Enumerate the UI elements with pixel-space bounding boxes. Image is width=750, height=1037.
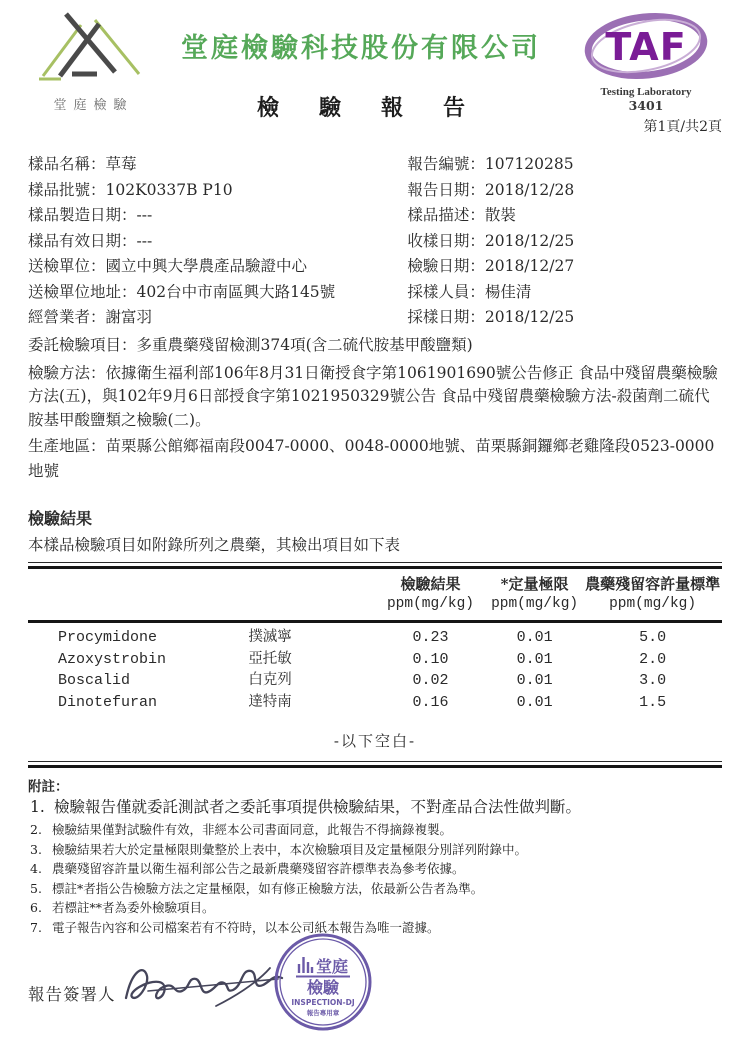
table-cell: 0.01 bbox=[516, 693, 553, 711]
note-item bbox=[28, 898, 722, 918]
table-bottom-rule bbox=[28, 761, 722, 768]
info-field: 樣品描述：散裝 bbox=[407, 206, 516, 224]
info-section bbox=[28, 152, 722, 331]
company-logo-caption: 堂庭檢驗 bbox=[53, 98, 134, 113]
company-name: 堂庭檢驗科技股份有限公司 bbox=[181, 33, 541, 64]
table-cell: 3.0 bbox=[639, 672, 667, 689]
report-title: 檢驗報告 bbox=[256, 95, 505, 121]
stamp-line3: INSPECTION-DJ bbox=[290, 998, 355, 1007]
note-item bbox=[28, 795, 722, 820]
table-top-rule bbox=[28, 562, 722, 569]
table-cell: 0.01 bbox=[516, 629, 553, 646]
title-block bbox=[152, 10, 570, 122]
table-cell: Procymidone bbox=[58, 629, 158, 646]
report-header bbox=[28, 10, 722, 136]
note-text: 標註*者指公告檢驗方法之定量極限，如有修正檢驗方法，依最新公告者為準。 bbox=[52, 880, 484, 896]
taf-logo-icon bbox=[580, 10, 712, 84]
note-number: 1. bbox=[30, 798, 45, 816]
note-item bbox=[28, 879, 722, 899]
table-cell: 1.5 bbox=[639, 693, 667, 711]
table-cell: 0.23 bbox=[412, 629, 449, 646]
info-column-right bbox=[397, 152, 722, 331]
info-field-full: 委託檢驗項目：多重農藥殘留檢測374項(含二硫代胺基甲酸鹽類) bbox=[28, 335, 473, 354]
table-cell: 白克列 bbox=[248, 672, 292, 688]
company-logo-icon bbox=[35, 10, 145, 88]
info-field: 樣品製造日期：--- bbox=[28, 206, 153, 224]
results-section-title: 檢驗結果 bbox=[28, 509, 93, 528]
results-subtitle: 本樣品檢驗項目如附錄所列之農藥，其檢出項目如下表 bbox=[28, 536, 401, 554]
table-cell: Boscalid bbox=[58, 672, 131, 689]
table-cell: Dinotefuran bbox=[58, 693, 158, 711]
info-field-full: 生產地區：苗栗縣公館鄉福南段0047-0000、0048-0000地號、苗栗縣銅鑼鄉老雞隆段0523-0000地號 bbox=[28, 437, 715, 480]
info-field: 經營業者：謝富羽 bbox=[28, 308, 153, 326]
info-field: 收樣日期：2018/12/25 bbox=[407, 231, 575, 250]
table-row bbox=[28, 692, 722, 714]
note-text: 電子報告內容和公司檔案若有不符時，以本公司紙本報告為唯一證據。 bbox=[52, 919, 440, 935]
col-header-limit: 農藥殘留容許量標準 ppm(mg/kg) bbox=[585, 575, 721, 612]
signer-label: 報告簽署人 bbox=[28, 985, 116, 1004]
notes-list bbox=[28, 795, 722, 937]
note-number: 6. bbox=[30, 900, 42, 915]
table-cell: Azoxystrobin bbox=[58, 650, 167, 668]
info-field: 送檢單位：國立中興大學農產品驗證中心 bbox=[28, 257, 308, 275]
stamp-line4: 報告專用章 bbox=[306, 1009, 339, 1017]
results-table-body bbox=[28, 623, 722, 713]
note-number: 5. bbox=[30, 880, 42, 896]
note-number: 3. bbox=[30, 841, 42, 857]
note-item bbox=[28, 840, 722, 860]
taf-accreditation-block bbox=[570, 10, 722, 136]
note-text: 農藥殘留容許量以衛生福利部公告之最新農藥殘留容許標準表為參考依據。 bbox=[52, 861, 465, 876]
stamp-skyline-icon bbox=[299, 957, 312, 973]
stamp-line2: 檢驗 bbox=[306, 978, 339, 997]
page-indicator: 第1頁/共2頁 bbox=[643, 119, 722, 135]
table-row bbox=[28, 627, 722, 649]
table-end-note: -以下空白- bbox=[333, 732, 417, 750]
info-field: 檢驗日期：2018/12/27 bbox=[407, 257, 575, 275]
note-text: 檢驗結果若大於定量極限則彙整於上表中，本次檢驗項目及定量極限分別詳列附錄中。 bbox=[52, 841, 528, 857]
table-cell: 達特南 bbox=[248, 693, 292, 710]
results-table-header bbox=[28, 569, 722, 623]
info-field: 樣品名稱：草莓 bbox=[28, 155, 137, 173]
table-cell: 亞托敏 bbox=[248, 650, 292, 667]
table-cell: 撲滅寧 bbox=[248, 629, 292, 645]
info-field: 樣品有效日期：--- bbox=[28, 231, 153, 250]
table-cell: 0.02 bbox=[412, 672, 449, 689]
info-field: 報告日期：2018/12/28 bbox=[407, 180, 575, 199]
info-full-rows bbox=[28, 333, 722, 485]
table-cell: 5.0 bbox=[639, 629, 667, 646]
stamp-line1: 堂庭 bbox=[315, 957, 348, 976]
table-row bbox=[28, 649, 722, 671]
info-field-full: 檢驗方法：依據衛生福利部106年8月31日衛授食字第1061901690號公告修正 食品中殘留農藥檢驗方法(五)，與102年9月6日部授食字第1021950329號公告 食品中殘留農藥檢驗方法-殺菌劑二硫代胺基甲酸鹽類之檢驗(二)。 bbox=[28, 363, 718, 429]
taf-label: Testing Laboratory bbox=[600, 86, 692, 98]
company-logo-block bbox=[28, 10, 152, 113]
table-row bbox=[28, 670, 722, 692]
signature-row bbox=[28, 949, 722, 1037]
info-field: 報告編號：107120285 bbox=[407, 155, 574, 173]
note-number: 4. bbox=[30, 861, 42, 876]
table-cell: 0.10 bbox=[412, 650, 449, 668]
info-field: 送檢單位地址：402台中市南區興大路145號 bbox=[28, 282, 336, 301]
note-item bbox=[28, 859, 722, 879]
note-number: 7. bbox=[30, 919, 42, 935]
company-stamp bbox=[272, 931, 374, 1037]
table-cell: 0.16 bbox=[412, 693, 449, 711]
info-column-left bbox=[28, 152, 397, 331]
taf-acronym: TAF bbox=[605, 25, 687, 69]
note-item bbox=[28, 820, 722, 840]
col-header-result: 檢驗結果 ppm(mg/kg) bbox=[386, 575, 474, 612]
table-cell: 0.01 bbox=[516, 650, 553, 668]
note-number: 2. bbox=[30, 822, 42, 837]
note-item bbox=[28, 918, 722, 938]
info-field: 樣品批號：102K0337B P10 bbox=[28, 180, 233, 199]
taf-number: 3401 bbox=[628, 98, 664, 113]
notes-title: 附註： bbox=[28, 779, 69, 795]
info-field: 採樣日期：2018/12/25 bbox=[407, 308, 575, 326]
info-field: 採樣人員：楊佳清 bbox=[407, 282, 532, 301]
note-text: 檢驗報告僅就委託測試者之委託事項提供檢驗結果，不對產品合法性做判斷。 bbox=[54, 798, 582, 816]
table-cell: 2.0 bbox=[639, 650, 667, 668]
col-header-loq: *定量極限 ppm(mg/kg) bbox=[491, 575, 579, 612]
note-text: 若標註**者為委外檢驗項目。 bbox=[52, 900, 215, 915]
note-text: 檢驗結果僅對試驗件有效，非經本公司書面同意，此報告不得摘錄複製。 bbox=[52, 822, 453, 837]
table-cell: 0.01 bbox=[516, 672, 553, 689]
